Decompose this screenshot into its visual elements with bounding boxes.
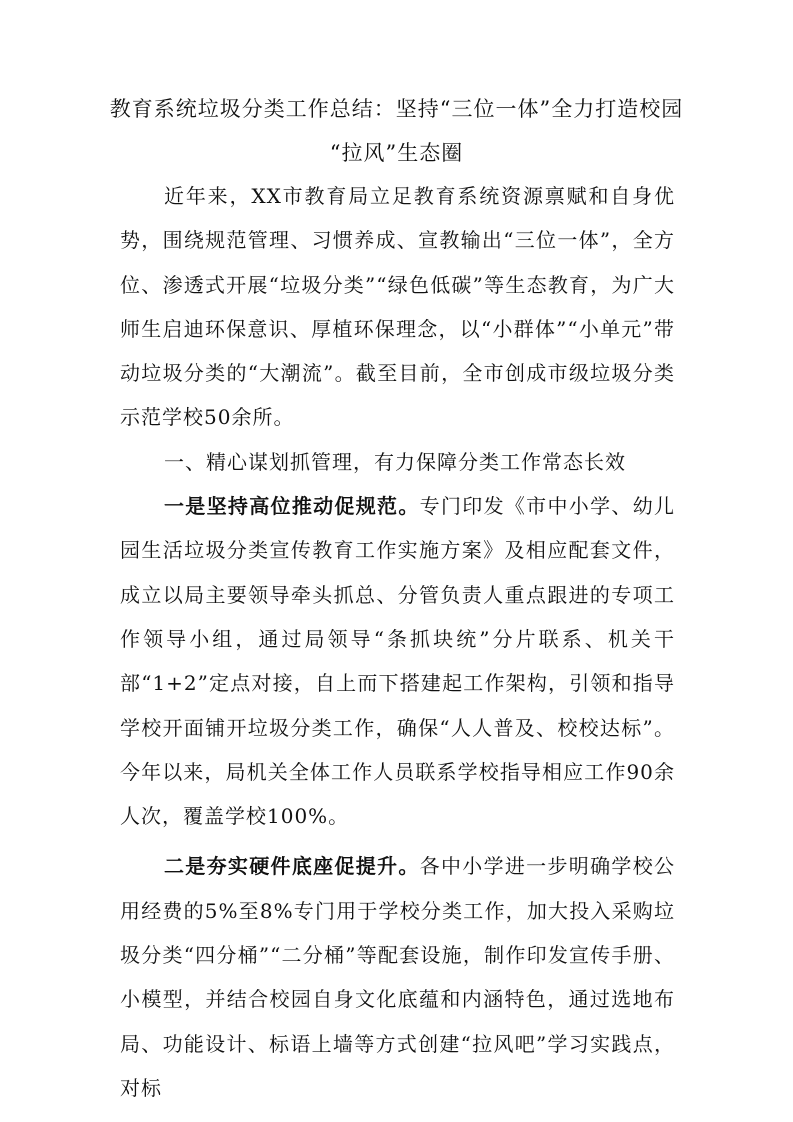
document-title-line-2: “拉风”生态圈 — [329, 141, 464, 165]
document-title-line-1: 教育系统垃圾分类工作总结：坚持“三位一体”全力打造校园 — [109, 97, 684, 121]
section-heading-1-text: 一、精心谋划抓管理，有力保障分类工作常态长效 — [164, 449, 626, 474]
paragraph-point-1 — [120, 484, 675, 838]
paragraph-point-1-lead: 一是坚持高位推动促规范。 — [164, 494, 420, 519]
paragraph-point-2-lead: 二是夯实硬件底座促提升。 — [164, 854, 420, 879]
paragraph-point-1-text: 专门印发《市中小学、幼儿园生活垃圾分类宣传教育工作实施方案》及相应配套文件，成立以局主要领导牵头抓总、分管负责人重点跟进的专项工作领导小组，通过局领导“条抓块统”分片联系、机关干部“1+2”定点对接，自上而下搭建起工作架构，引领和指导学校开面铺开垃圾分类工作，确保“人人普及、校校达标”。今年以来，局机关全体工作人员联系学校指导相应工作90余人次，覆盖学校100%。 — [120, 494, 676, 829]
paragraph-intro — [120, 174, 675, 440]
paragraph-point-2 — [120, 844, 675, 1110]
paragraph-point-2-text: 各中小学进一步明确学校公用经费的5%至8%专门用于学校分类工作，加大投入采购垃圾分类“四分桶”“二分桶”等配套设施，制作印发宣传手册、小模型，并结合校园自身文化底蕴和内涵特色，通过选地布局、功能设计、标语上墙等方式创建“拉风吧”学习实践点，对标 — [120, 854, 676, 1100]
document-body — [120, 174, 675, 1110]
section-heading-1 — [120, 440, 675, 484]
paragraph-intro-text: 近年来，XX市教育局立足教育系统资源禀赋和自身优势，围绕规范管理、习惯养成、宣教输出“三位一体”，全方位、渗透式开展“垃圾分类”“绿色低碳”等生态教育，为广大师生启迪环保意识、厚植环保理念，以“小群体”“小单元”带动垃圾分类的“大潮流”。截至目前，全市创成市级垃圾分类示范学校50余所。 — [120, 184, 675, 430]
